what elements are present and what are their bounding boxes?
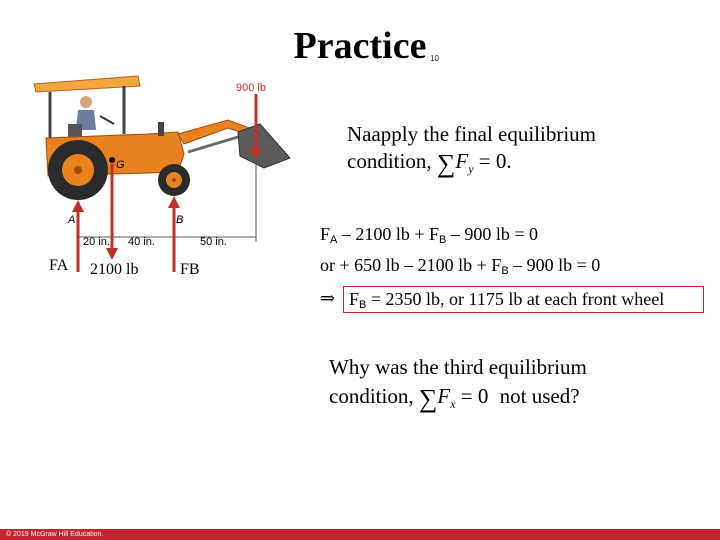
question-line-2 [329,382,587,419]
dimension-50-label: 50 in. [200,236,227,248]
load-label: 900 lb [236,82,266,94]
equation-rhs: = 0. [478,149,512,173]
tractor-illustration [28,72,318,287]
result-term-f: F [349,289,360,309]
slide-title: Practice [293,25,427,67]
question-condition-text: condition, [329,384,414,408]
weight-arrowhead [106,248,118,260]
cg-label: G [116,159,125,171]
center-of-gravity-marker [109,157,115,163]
intro-line-2 [347,148,596,183]
steering-wheel [100,116,114,124]
equation-variable: F [437,384,451,408]
point-a-label: A [68,214,76,226]
question-line-1: Why was the third equilibrium [329,355,587,379]
force-a-label: FA [49,257,69,274]
operator-head [80,96,92,108]
copyright-text: © 2019 McGraw Hill Education. [6,531,104,538]
sum-fx-equation [418,384,494,413]
eq2-end: – 900 lb = 0 [508,255,601,275]
eq2-start: or + 650 lb – 2100 lb + F [320,255,502,275]
rear-axle [74,166,82,174]
reaction-b-arrowhead [168,196,180,208]
dimension-40-label: 40 in. [128,236,155,248]
equation-subscript: y [468,162,474,176]
weight-label: 2100 lb [90,261,139,278]
question-text [329,353,587,419]
front-axle [172,178,176,182]
equation-subscript: x [450,397,456,411]
question-suffix: not used? [499,384,580,408]
intro-text [347,121,596,183]
sigma-icon: ∑ [418,384,438,413]
intro-line-1: Naapply the final equilibrium [347,122,597,146]
equation-line-2 [320,254,600,282]
sigma-icon: ∑ [436,149,456,178]
force-b-label: FB [180,261,200,278]
equation-variable: F [455,149,469,173]
dimension-20-label: 20 in. [83,236,110,248]
eq1-sub-a: A [330,234,338,246]
slide-number: 10 [430,54,439,63]
point-b-label: B [176,214,184,226]
reaction-a-arrowhead [72,200,84,212]
exhaust-pipe [158,122,164,136]
sum-fy-equation [436,149,512,178]
footer-bar [0,529,720,540]
eq1-term-fa: F [320,224,331,244]
result-sub-b: B [359,299,367,311]
result-box [343,286,704,313]
eq1-end: – 900 lb = 0 [446,224,539,244]
eq2-sub-b: B [501,265,509,277]
equation-line-1 [320,223,538,251]
equation-rhs: = 0 [460,384,489,408]
loader-bucket [238,124,290,168]
eq1-middle: – 2100 lb + F [337,224,440,244]
result-row [320,287,344,309]
result-text: = 2350 lb, or 1175 lb at each front wheel [366,289,665,309]
intro-condition-text: condition, [347,149,432,173]
eq1-sub-b: B [439,234,447,246]
tractor-free-body-diagram [28,72,318,287]
implies-arrow-icon: ⇒ [320,288,336,308]
